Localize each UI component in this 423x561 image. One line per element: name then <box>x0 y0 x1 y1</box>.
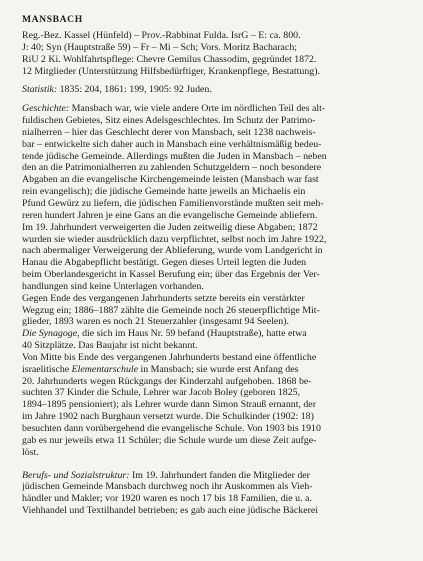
schule-line: 20. Jahrhunderts wegen Rückgangs der Kinderzahl aufgehoben. 1868 be- <box>22 375 312 387</box>
berufs-label: Berufs- und Sozialstruktur: <box>22 469 130 481</box>
geschichte-line: den an die Patrimonialherren zu zahlenden Schutzgeldern – noch besondere <box>22 162 322 174</box>
statistik-section <box>22 84 407 96</box>
synagoge-label: Die Synagoge, <box>22 328 80 340</box>
geschichte-line: Hanau die Abgabepflicht bestätigt. Gegen dieses Urteil legten die Juden <box>22 257 307 269</box>
header-line: Reg.-Bez. Kassel (Hünfeld) – Prov.-Rabbinat Fulda. IsrG – E: ca. 800. <box>22 30 301 41</box>
schule-line <box>22 364 407 376</box>
schule-label: Elementarschule <box>71 363 139 375</box>
berufs-line: Viehhandel und Textilhandel betrieben; es gab auch eine jüdische Bäckerei <box>22 505 319 517</box>
schule-line: besuchten dann vorübergehend die evangelische Schule. Von 1903 bis 1910 <box>22 423 321 434</box>
page-title: MANSBACH <box>22 14 83 25</box>
geschichte-line: beim Oberlandesgericht in Kassel Berufung ein; über das Ergebnis der Ver- <box>22 269 320 281</box>
geschichte-line: glieder, 1893 waren es noch 21 Steuerzahler (insgesamt 94 Seelen). <box>22 316 289 328</box>
geschichte-line: handlungen sind keine Unterlagen vorhanden. <box>22 280 204 292</box>
schule-line: gab es nur jeweils etwa 11 Schüler; die Schule wurde um diese Zeit aufge- <box>22 434 317 446</box>
header-line: J: 40; Syn (Hauptstraße 59) – Fr – Mi – Sch; Vors. Moritz Bacharach; <box>22 41 298 53</box>
berufs-text: Im 19. Jahrhundert fanden die Mitglieder der <box>129 469 310 481</box>
synagoge-line: 40 Sitzplätze. Das Baujahr ist nicht bekannt. <box>22 340 198 352</box>
geschichte-line: wurden sie wieder ausdrücklich dazu verpflichtet, selbst noch im Jahre 1922, <box>22 233 327 245</box>
geschichte-line: Abgaben an die evangelische Kirchengemeinde leisten (Mansbach war fast <box>22 174 319 186</box>
berufs-line: jüdischen Gemeinde Mansbach durchweg noch ihr Auskommen als Vieh- <box>22 481 313 493</box>
schule-line: suchten 37 Kinder die Schule, Lehrer war Jacob Boley (geboren 1825, <box>22 387 301 399</box>
geschichte-section <box>22 103 407 458</box>
geschichte-line: nialherren – hier das Geschlecht derer von Mansbach, seit 1238 nachweis- <box>22 126 316 138</box>
berufs-line: händler und Makler; vor 1920 waren es noch 17 bis 18 Familien, die u. a. <box>22 493 312 505</box>
geschichte-line: Pfund Gewürz zu liefern, die jüdischen Familienvorstände mußten seit meh- <box>22 197 324 209</box>
statistik-line <box>22 84 407 96</box>
header-line: 12 Mitglieder (Unterstützung Hilfsbedürftiger, Krankenpflege, Bestattung). <box>22 65 320 77</box>
geschichte-line: reren hundert Jahren je eine Gans an die evangelische Gemeinde abliefern. <box>22 209 318 221</box>
schule-line: im Jahre 1902 nach Burghaun versetzt wurde. Die Schulkinder (1902: 18) <box>22 411 314 423</box>
geschichte-line: rein evangelisch); die jüdische Gemeinde hatte jeweils an Michaelis ein <box>22 186 306 198</box>
synagoge-text: die sich im Haus Nr. 59 befand (Hauptstraße), hatte etwa <box>79 328 307 340</box>
header-line: RiU 2 Ki. Wohlfahrtspflege: Chevre Gemilus Chassodim, gegründet 1872. <box>22 53 317 65</box>
geschichte-line: tende jüdische Gemeinde. Allerdings mußten die Juden in Mansbach – neben <box>22 150 327 162</box>
geschichte-line: fuldischen Gebietes, Sitz eines Adelsgeschlechtes. Im Schutz der Patrimo- <box>22 115 316 127</box>
header-block <box>22 30 407 77</box>
geschichte-line: nach abermaliger Verweigerung der Ablieferung, wurde vom Landgericht in <box>22 245 323 257</box>
schule-line: löst. <box>22 446 39 458</box>
schule-pre: israelitische <box>22 363 72 375</box>
schule-text: in Mansbach; sie wurde erst Anfang des <box>138 363 299 375</box>
synagoge-line: Von Mitte bis Ende des vergangenen Jahrhunderts bestand eine öffentliche <box>22 351 317 363</box>
geschichte-line <box>22 103 407 115</box>
berufs-line <box>22 470 407 482</box>
statistik-label: Statistik: <box>22 84 58 96</box>
geschichte-label: Geschichte: <box>22 103 70 115</box>
synagoge-line <box>22 328 407 340</box>
geschichte-line: Gegen Ende des vergangenen Jahrhunderts setzte bereits ein verstärkter <box>22 292 305 304</box>
statistik-text: 1835: 204, 1861: 199, 1905: 92 Juden. <box>57 84 212 96</box>
geschichte-line: Im 19. Jahrhundert verweigerten die Juden zeitweilig diese Abgaben; 1872 <box>22 221 318 233</box>
geschichte-line: Wegzug ein; 1886–1887 zählte die Gemeinde noch 26 steuerpflichtige Mit- <box>22 304 320 316</box>
berufs-section <box>22 470 407 517</box>
geschichte-line: bar – entwickelte sich daher auch in Mansbach eine verhältnismäßig bedeu- <box>22 138 322 150</box>
geschichte-text: Mansbach war, wie viele andere Orte im nördlichen Teil des alt- <box>69 103 326 115</box>
schule-line: 1894–1895 pensioniert); als Lehrer wurde dann Simon Strauß ernannt, der <box>22 399 316 411</box>
